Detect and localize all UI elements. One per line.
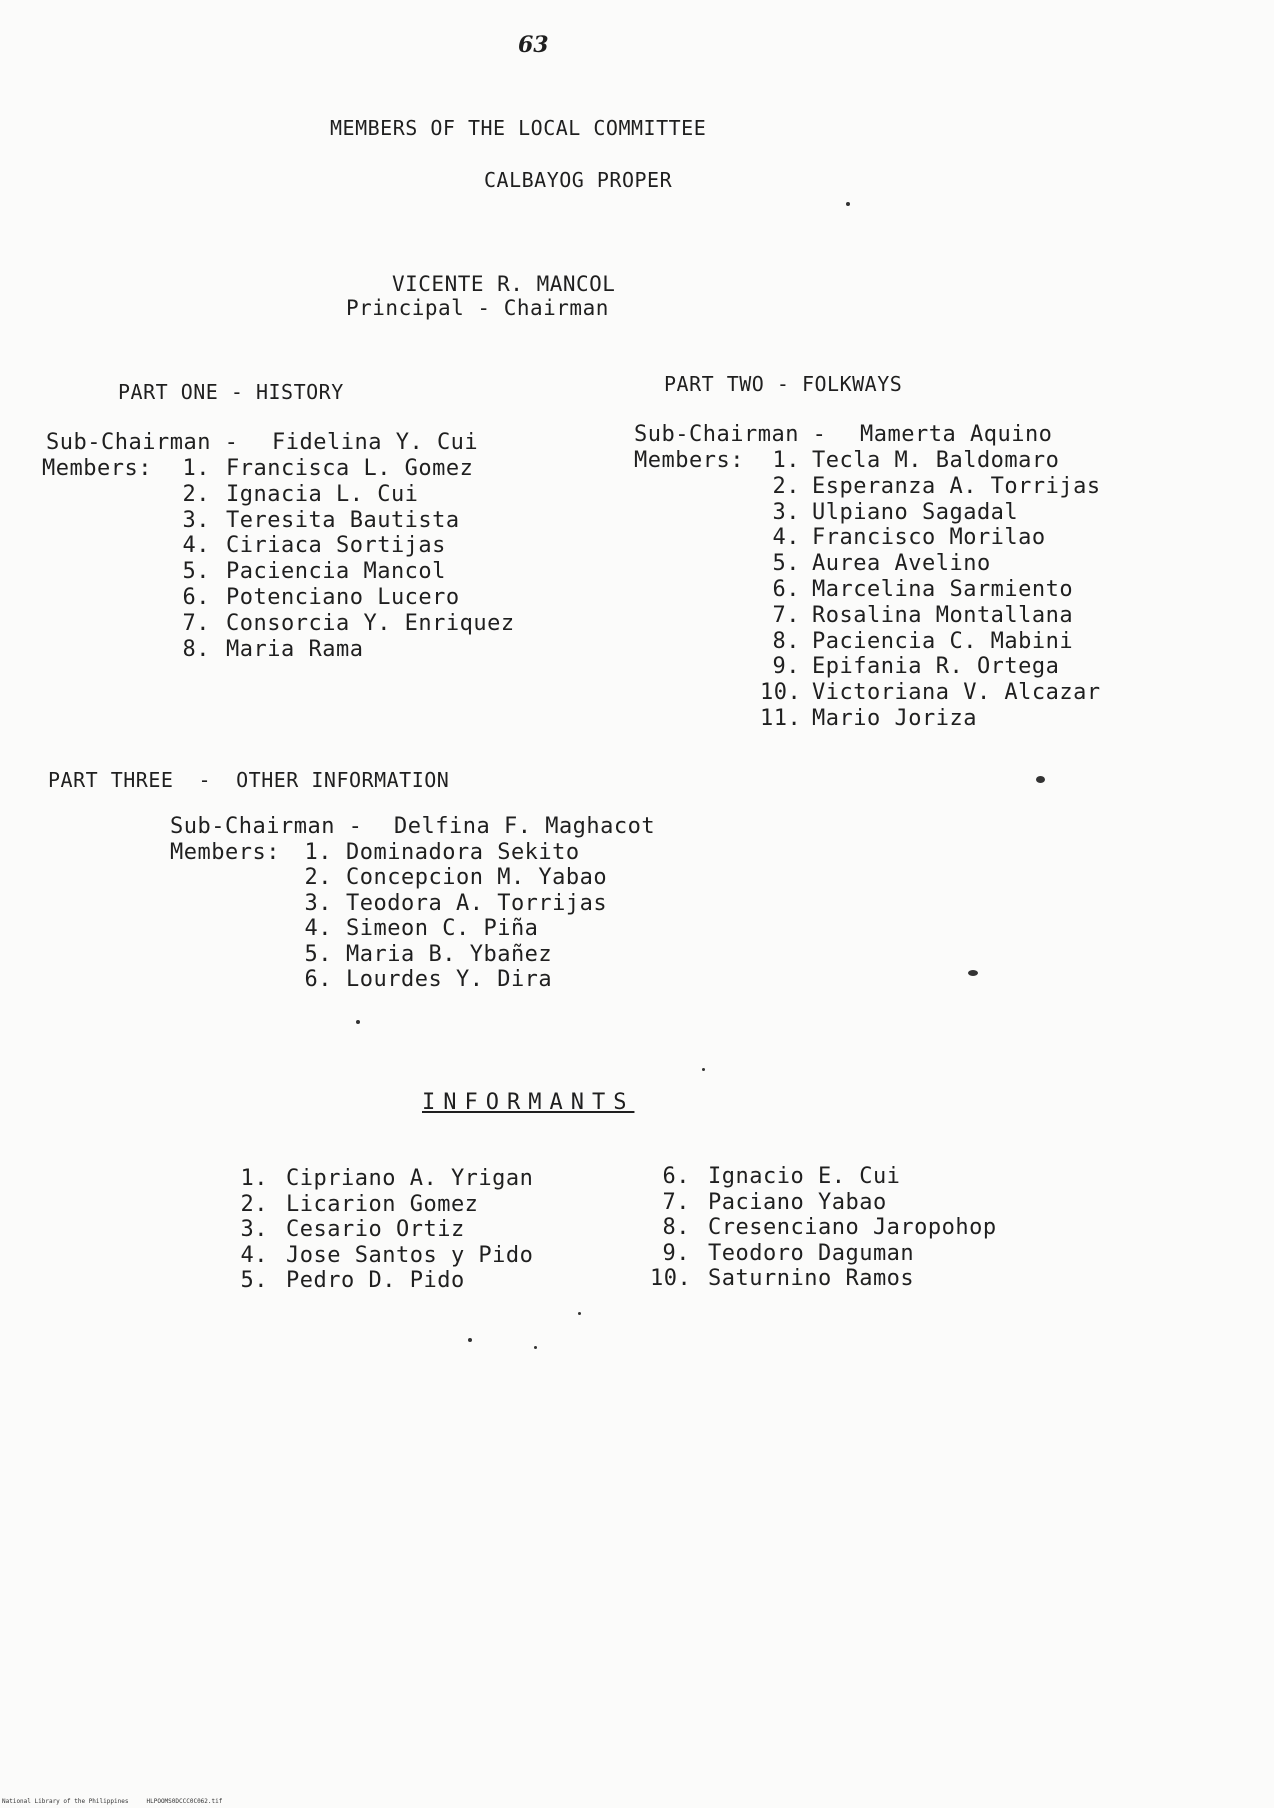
scan-speck (356, 1020, 360, 1024)
list-item-number: 1. (240, 1166, 268, 1191)
list-item-number: 4. (304, 916, 332, 942)
list-item-number: 3. (304, 890, 332, 916)
list-item-name: Simeon C. Piña (346, 916, 539, 942)
list-item-number: 10. (760, 680, 802, 706)
list-item-name: Cipriano A. Yrigan (286, 1166, 534, 1191)
list-item-number: 6. (182, 585, 210, 610)
list-item-name: Teodoro Daguman (708, 1240, 915, 1266)
list-item-name: Lourdes Y. Dira (346, 967, 553, 992)
scan-speck (968, 970, 978, 976)
list-item-number: 8. (662, 1215, 690, 1241)
list-item-name: Paciencia Mancol (226, 559, 446, 585)
list-item-name: Consorcia Y. Enriquez (226, 610, 515, 636)
list-item-name: Jose Santos y Pido (286, 1242, 534, 1268)
principal-name: VICENTE R. MANCOL (392, 272, 616, 296)
list-item-name: Ciriaca Sortijas (226, 533, 446, 559)
list-item-number: 7. (772, 602, 800, 628)
list-item-number: 2. (182, 481, 210, 507)
informants-heading: INFORMANTS (422, 1090, 635, 1115)
list-item-name: Dominadora Sekito (346, 840, 580, 865)
list-item-name: Ignacia L. Cui (226, 481, 419, 507)
list-item-name: Cresenciano Jaropohop (708, 1215, 997, 1241)
list-item-number: 6. (772, 577, 800, 602)
list-item-name: Potenciano Lucero (226, 585, 460, 610)
list-item-name: Mario Joriza (812, 706, 977, 731)
list-item-number: 9. (772, 654, 800, 680)
principal-role: Principal - Chairman (346, 296, 609, 320)
list-item-number: 6. (304, 967, 332, 992)
page-subtitle: CALBAYOG PROPER (484, 168, 673, 192)
part-two-members-label: Members: (634, 448, 744, 473)
part-two-sub-chairman-label: Sub-Chairman - (634, 422, 827, 447)
list-item-number: 5. (772, 551, 800, 577)
scan-footer: National Library of the Philippines HLPOOMS0DCCC0C062.tif (2, 1798, 223, 1805)
part-two-heading: PART TWO - FOLKWAYS (664, 372, 903, 396)
part-three-sub-chairman: Delfina F. Maghacot (394, 814, 656, 839)
list-item-name: Concepcion M. Yabao (346, 865, 608, 891)
list-item-number: 8. (772, 628, 800, 654)
list-item-name: Teresita Bautista (226, 507, 460, 533)
list-item-number: 7. (662, 1189, 690, 1215)
list-item-number: 7. (182, 610, 210, 636)
list-item-number: 4. (182, 533, 210, 559)
list-item-name: Cesario Ortiz (286, 1217, 465, 1243)
list-item-name: Epifania R. Ortega (812, 654, 1060, 680)
scan-speck (846, 202, 850, 206)
list-item-number: 1. (182, 456, 210, 481)
list-item-number: 6. (662, 1164, 690, 1189)
scan-speck (1036, 776, 1045, 783)
list-item-number: 2. (772, 473, 800, 499)
list-item-number: 10. (650, 1266, 692, 1292)
list-item-name: Maria Rama (226, 636, 364, 662)
list-item-name: Rosalina Montallana (812, 602, 1074, 628)
list-item-number: 2. (240, 1191, 268, 1217)
list-item-name: Francisca L. Gomez (226, 456, 474, 481)
part-two-sub-chairman: Mamerta Aquino (860, 422, 1053, 447)
list-item-name: Esperanza A. Torrijas (812, 473, 1101, 499)
list-item-name: Ignacio E. Cui (708, 1164, 901, 1189)
list-item-number: 8. (182, 636, 210, 662)
list-item-number: 4. (240, 1242, 268, 1268)
list-item-number: 3. (772, 499, 800, 525)
part-three-members-label: Members: (170, 840, 280, 865)
list-item-name: Tecla M. Baldomaro (812, 448, 1060, 473)
list-item-number: 5. (240, 1268, 268, 1294)
list-item-number: 4. (772, 525, 800, 551)
list-item-name: Victoriana V. Alcazar (812, 680, 1101, 706)
part-three-sub-chairman-label: Sub-Chairman - (170, 814, 363, 839)
page-title: MEMBERS OF THE LOCAL COMMITTEE (330, 116, 707, 140)
list-item-name: Licarion Gomez (286, 1191, 479, 1217)
scan-speck (468, 1338, 472, 1342)
list-item-name: Paciano Yabao (708, 1189, 887, 1215)
list-item-number: 11. (760, 706, 802, 731)
list-item-number: 5. (182, 559, 210, 585)
scan-speck (534, 1346, 537, 1349)
list-item-name: Maria B. Ybañez (346, 941, 553, 967)
list-item-name: Teodora A. Torrijas (346, 890, 608, 916)
scan-speck (578, 1312, 581, 1315)
part-one-heading: PART ONE - HISTORY (118, 380, 344, 404)
list-item-name: Saturnino Ramos (708, 1266, 915, 1292)
list-item-number: 3. (240, 1217, 268, 1243)
part-one-members-label: Members: (42, 456, 152, 481)
list-item-number: 9. (662, 1240, 690, 1266)
list-item-name: Ulpiano Sagadal (812, 499, 1019, 525)
list-item-name: Francisco Morilao (812, 525, 1046, 551)
scan-speck (702, 1068, 705, 1071)
list-item-number: 1. (772, 448, 800, 473)
part-one-sub-chairman-label: Sub-Chairman - (46, 430, 239, 455)
list-item-number: 3. (182, 507, 210, 533)
list-item-number: 2. (304, 865, 332, 891)
list-item-number: 5. (304, 941, 332, 967)
page-number: 63 (518, 32, 549, 58)
list-item-name: Aurea Avelino (812, 551, 991, 577)
list-item-name: Marcelina Sarmiento (812, 577, 1074, 602)
list-item-name: Pedro D. Pido (286, 1268, 465, 1294)
part-one-sub-chairman: Fidelina Y. Cui (272, 430, 479, 455)
list-item-number: 1. (304, 840, 332, 865)
list-item-name: Paciencia C. Mabini (812, 628, 1074, 654)
part-three-heading: PART THREE - OTHER INFORMATION (48, 768, 450, 792)
